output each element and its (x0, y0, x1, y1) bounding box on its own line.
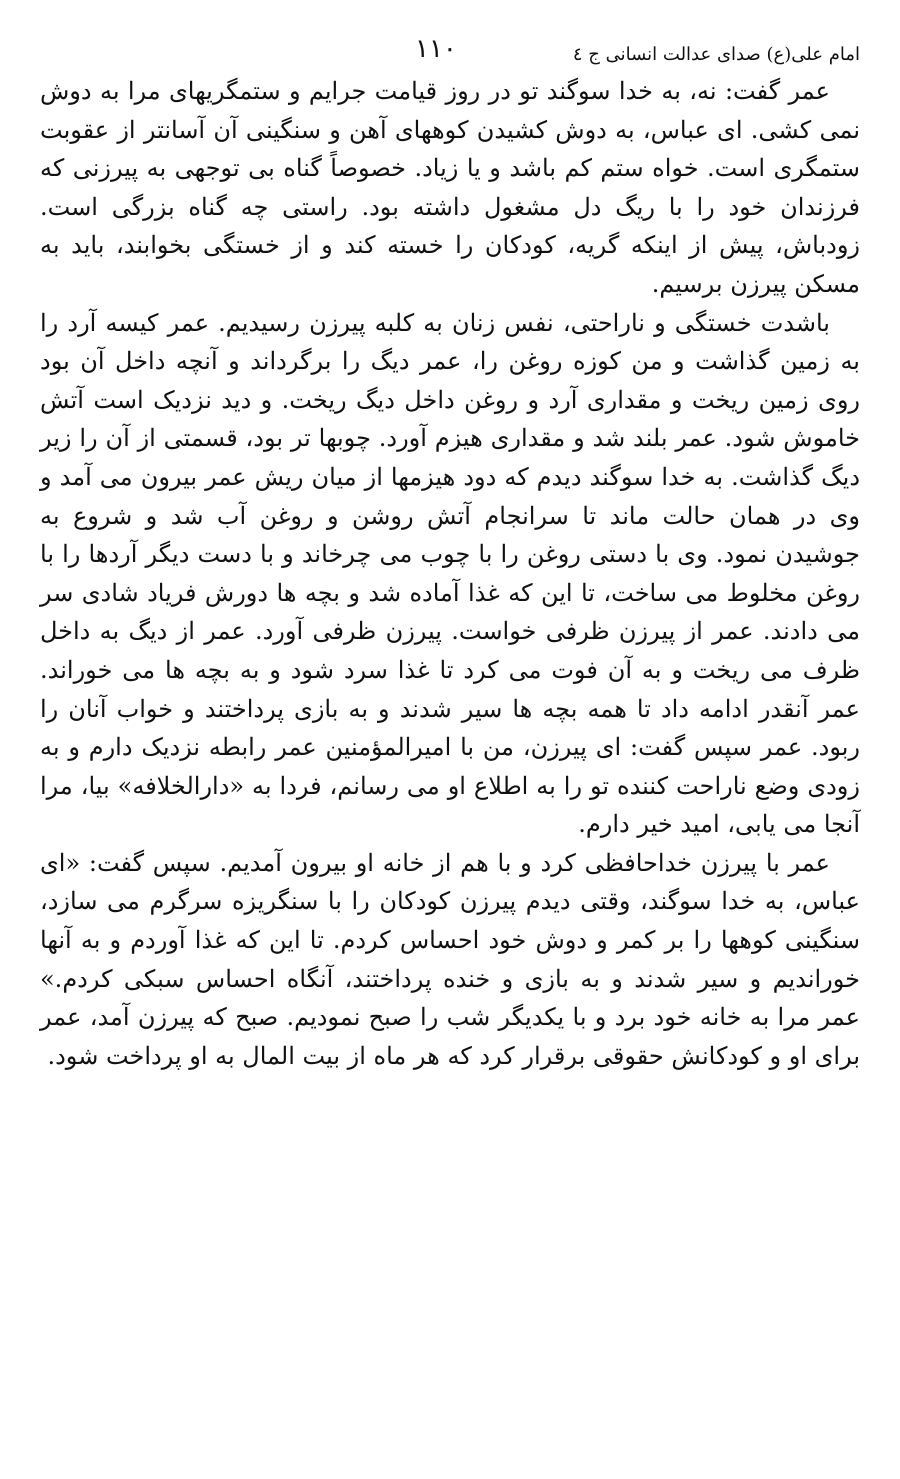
page-header (40, 28, 860, 72)
paragraph: باشدت خستگی و ناراحتی، نفس زنان به کلبه پیرزن رسیدیم. عمر کیسه آرد را به زمین گذاشت و من کوزه روغن را، عمر دیگ را برگرداند و آنچه داخل آن بود روی زمین ریخت و مقداری آرد و روغن داخل دیگ ریخت. و دید نزدیک است آتش خاموش شود. عمر بلند شد و مقداری هیزم آورد. چوبها تر بود، قسمتی از آن را زیر دیگ گذاشت. به خدا سوگند دیدم که دود هیزمها از میان ریش عمر بیرون می آمد و وی در همان حالت ماند تا سرانجام آتش روشن و روغن آب شد و شروع به جوشیدن نمود. وی با دستی روغن را با چوب می چرخاند و با دست دیگر آردها را با روغن مخلوط می ساخت، تا این که غذا آماده شد و بچه ها دورش فریاد شادی سر می دادند. عمر از پیرزن ظرفی خواست. پیرزن ظرفی آورد. عمر از دیگ به داخل ظرف می ریخت و به آن فوت می کرد تا غذا سرد شود و به بچه ها می خوراند. عمر آنقدر ادامه داد تا همه بچه ها سیر شدند و به بازی پرداختند و خواب آنان را ربود. عمر سپس گفت: ای پیرزن، من با امیرالمؤمنین عمر رابطه نزدیک دارم و به زودی وضع ناراحت کننده تو را به اطلاع او می رسانم، فردا به «دارالخلافه» بیا، مرا آنجا می یابی، امید خیر دارم. (40, 308, 861, 839)
running-title: امام علی(ع) صدای عدالت انسانی ج ٤ (572, 44, 860, 65)
page-number: ١١٠ (415, 34, 457, 64)
paragraph: عمر با پیرزن خداحافظی کرد و با هم از خانه او بیرون آمدیم. سپس گفت: «ای عباس، به خدا سوگند، وقتی دیدم پیرزن کودکان را با سنگریزه سرگرم می سازد، سنگینی کوهها را بر کمر و دوش خود احساس کردم. تا این که غذا آوردم و به آنها خوراندیم و سیر شدند و به بازی و خنده پرداختند، آنگاه احساس سبکی کردم.» عمر مرا به خانه خود برد و با یکدیگر شب را صبح نمودیم. صبح که پیرزن آمد، عمر برای او و کودکانش حقوقی برقرار کرد که هر ماه از بیت المال به او پرداخت شود. (40, 848, 860, 1070)
paragraph: عمر گفت: نه، به خدا سوگند تو در روز قیامت جرایم و ستمگریهای مرا به دوش نمی کشی. ای عباس، به دوش کشیدن کوههای آهن و سنگینی آن آسانتر از عقوبت ستمگری است. خواه ستم کم باشد و یا زیاد. خصوصاً گناه بی توجهی به پیرزنی که فرزندان خود را با ریگ دل مشغول داشته بود. راستی چه گناه بزرگی است. زودباش، پیش از اینکه گریه، کودکان را خسته کند و از خستگی بخوابند، باید به مسکن پیرزن برسیم. (40, 77, 860, 298)
body-text (40, 72, 860, 1075)
book-page (40, 28, 860, 1458)
